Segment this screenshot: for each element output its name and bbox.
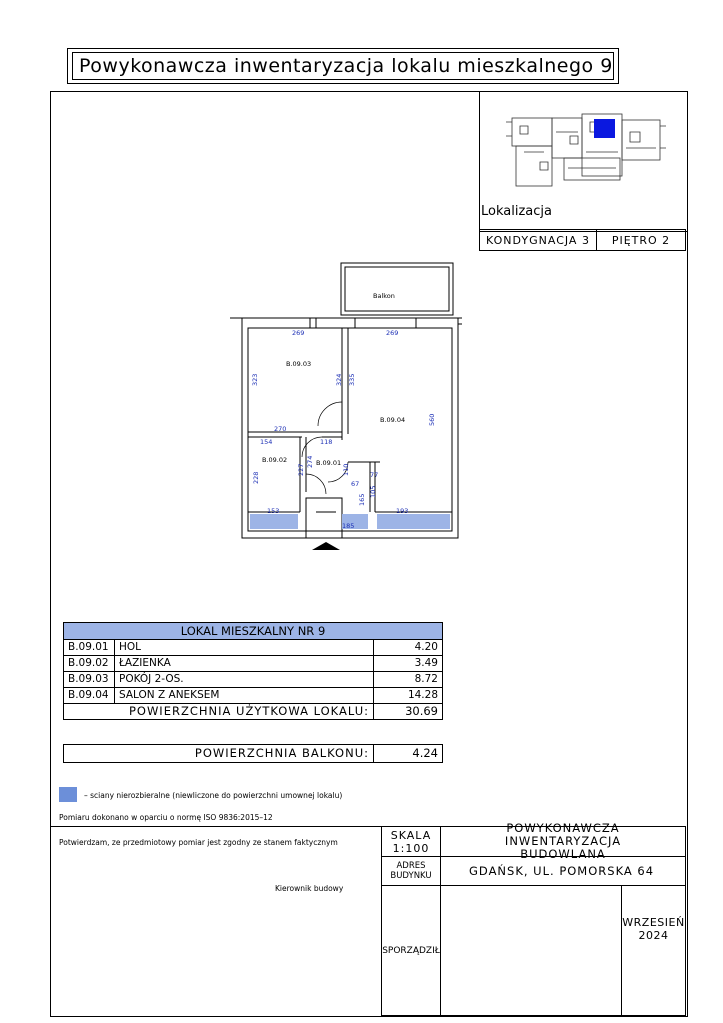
dimension-label: 67 bbox=[351, 480, 360, 488]
dimension-label: 110 bbox=[342, 463, 350, 476]
dimension-label: 324 bbox=[335, 373, 343, 386]
room-label: B.09.04 bbox=[380, 416, 406, 424]
table-row: B.09.04 SALON Z ANEKSEM 14.28 bbox=[64, 688, 443, 704]
pietro-cell: PIĘTRO 2 bbox=[596, 229, 686, 251]
balcony-label: Balkon bbox=[373, 292, 395, 300]
dimension-label: 227 bbox=[297, 463, 305, 476]
dimension-label: 269 bbox=[386, 329, 399, 337]
measure-note: Pomiaru dokonano w oparciu o normę ISO 9836:2015–12 bbox=[59, 813, 273, 822]
wall-fill-1 bbox=[250, 514, 298, 529]
kondygnacja-cell: KONDYGNACJA 3 bbox=[479, 229, 597, 251]
date-cell: WRZESIEŃ 2024 bbox=[621, 885, 686, 1016]
table-header: LOKAL MIESZKALNY NR 9 bbox=[64, 623, 443, 640]
room-label: B.09.02 bbox=[262, 456, 288, 464]
table-row: B.09.02 ŁAZIENKA 3.49 bbox=[64, 656, 443, 672]
table-row: B.09.01 HOL 4.20 bbox=[64, 640, 443, 656]
area-table bbox=[63, 622, 443, 720]
balcony-area-label: POWIERZCHNIA BALKONU: bbox=[64, 745, 374, 763]
dimension-label: 323 bbox=[251, 373, 259, 386]
unit-highlight bbox=[594, 119, 615, 138]
dimension-label: 228 bbox=[252, 471, 260, 484]
balcony-outline bbox=[341, 263, 453, 315]
room-label: B.09.01 bbox=[316, 459, 342, 467]
legend-swatch bbox=[59, 787, 77, 802]
floor-plan bbox=[230, 262, 470, 562]
legend-text: – sciany nierozbieralne (niewliczone do powierzchni umownej lokalu) bbox=[84, 791, 343, 800]
dimension-label: 118 bbox=[320, 438, 333, 446]
dimension-label: 77 bbox=[370, 471, 379, 479]
location-label: Lokalizacja bbox=[481, 204, 552, 219]
page-title: Powykonawcza inwentaryzacja lokalu mieszkalnego 9 bbox=[72, 52, 614, 80]
confirm-note: Potwierdzam, ze przedmiotowy pomiar jest zgodny ze stanem faktycznym bbox=[59, 838, 338, 847]
dimension-label: 269 bbox=[292, 329, 305, 337]
room-label: B.09.03 bbox=[286, 360, 312, 368]
table-row: B.09.03 POKÓJ 2-OS. 8.72 bbox=[64, 672, 443, 688]
dimension-label: 270 bbox=[274, 425, 287, 433]
dimension-label: 335 bbox=[348, 373, 356, 386]
dimension-label: 560 bbox=[428, 413, 436, 426]
dimension-label: 274 bbox=[306, 455, 314, 468]
total-row: POWIERZCHNIA UŻYTKOWA LOKALU: 30.69 bbox=[64, 704, 443, 720]
title-frame bbox=[67, 48, 619, 84]
dimension-label: 185 bbox=[342, 522, 355, 530]
wall-fill-3 bbox=[377, 514, 450, 529]
manager-note: Kierownik budowy bbox=[275, 884, 344, 893]
address-label: ADRES BUDYNKU bbox=[381, 856, 441, 886]
signature-cell bbox=[440, 885, 622, 1016]
address-value: GDAŃSK, UL. POMORSKA 64 bbox=[440, 856, 686, 886]
dimension-label: 154 bbox=[260, 438, 273, 446]
dimension-label: 165 bbox=[358, 493, 366, 506]
project-name: POWYKONAWCZA INWENTARYZACJA BUDOWLANA bbox=[440, 826, 686, 857]
divider bbox=[50, 826, 381, 827]
dimension-label: 193 bbox=[396, 507, 409, 515]
sporzadzil-label: SPORZĄDZIŁ bbox=[381, 885, 441, 1016]
dimension-label: 153 bbox=[267, 507, 280, 515]
balcony-area-value: 4.24 bbox=[374, 745, 443, 763]
entrance-arrow bbox=[312, 542, 340, 550]
dimension-label: 105 bbox=[369, 485, 377, 498]
scale-cell: SKALA 1:100 bbox=[381, 826, 441, 857]
balcony-area-table bbox=[63, 744, 443, 763]
